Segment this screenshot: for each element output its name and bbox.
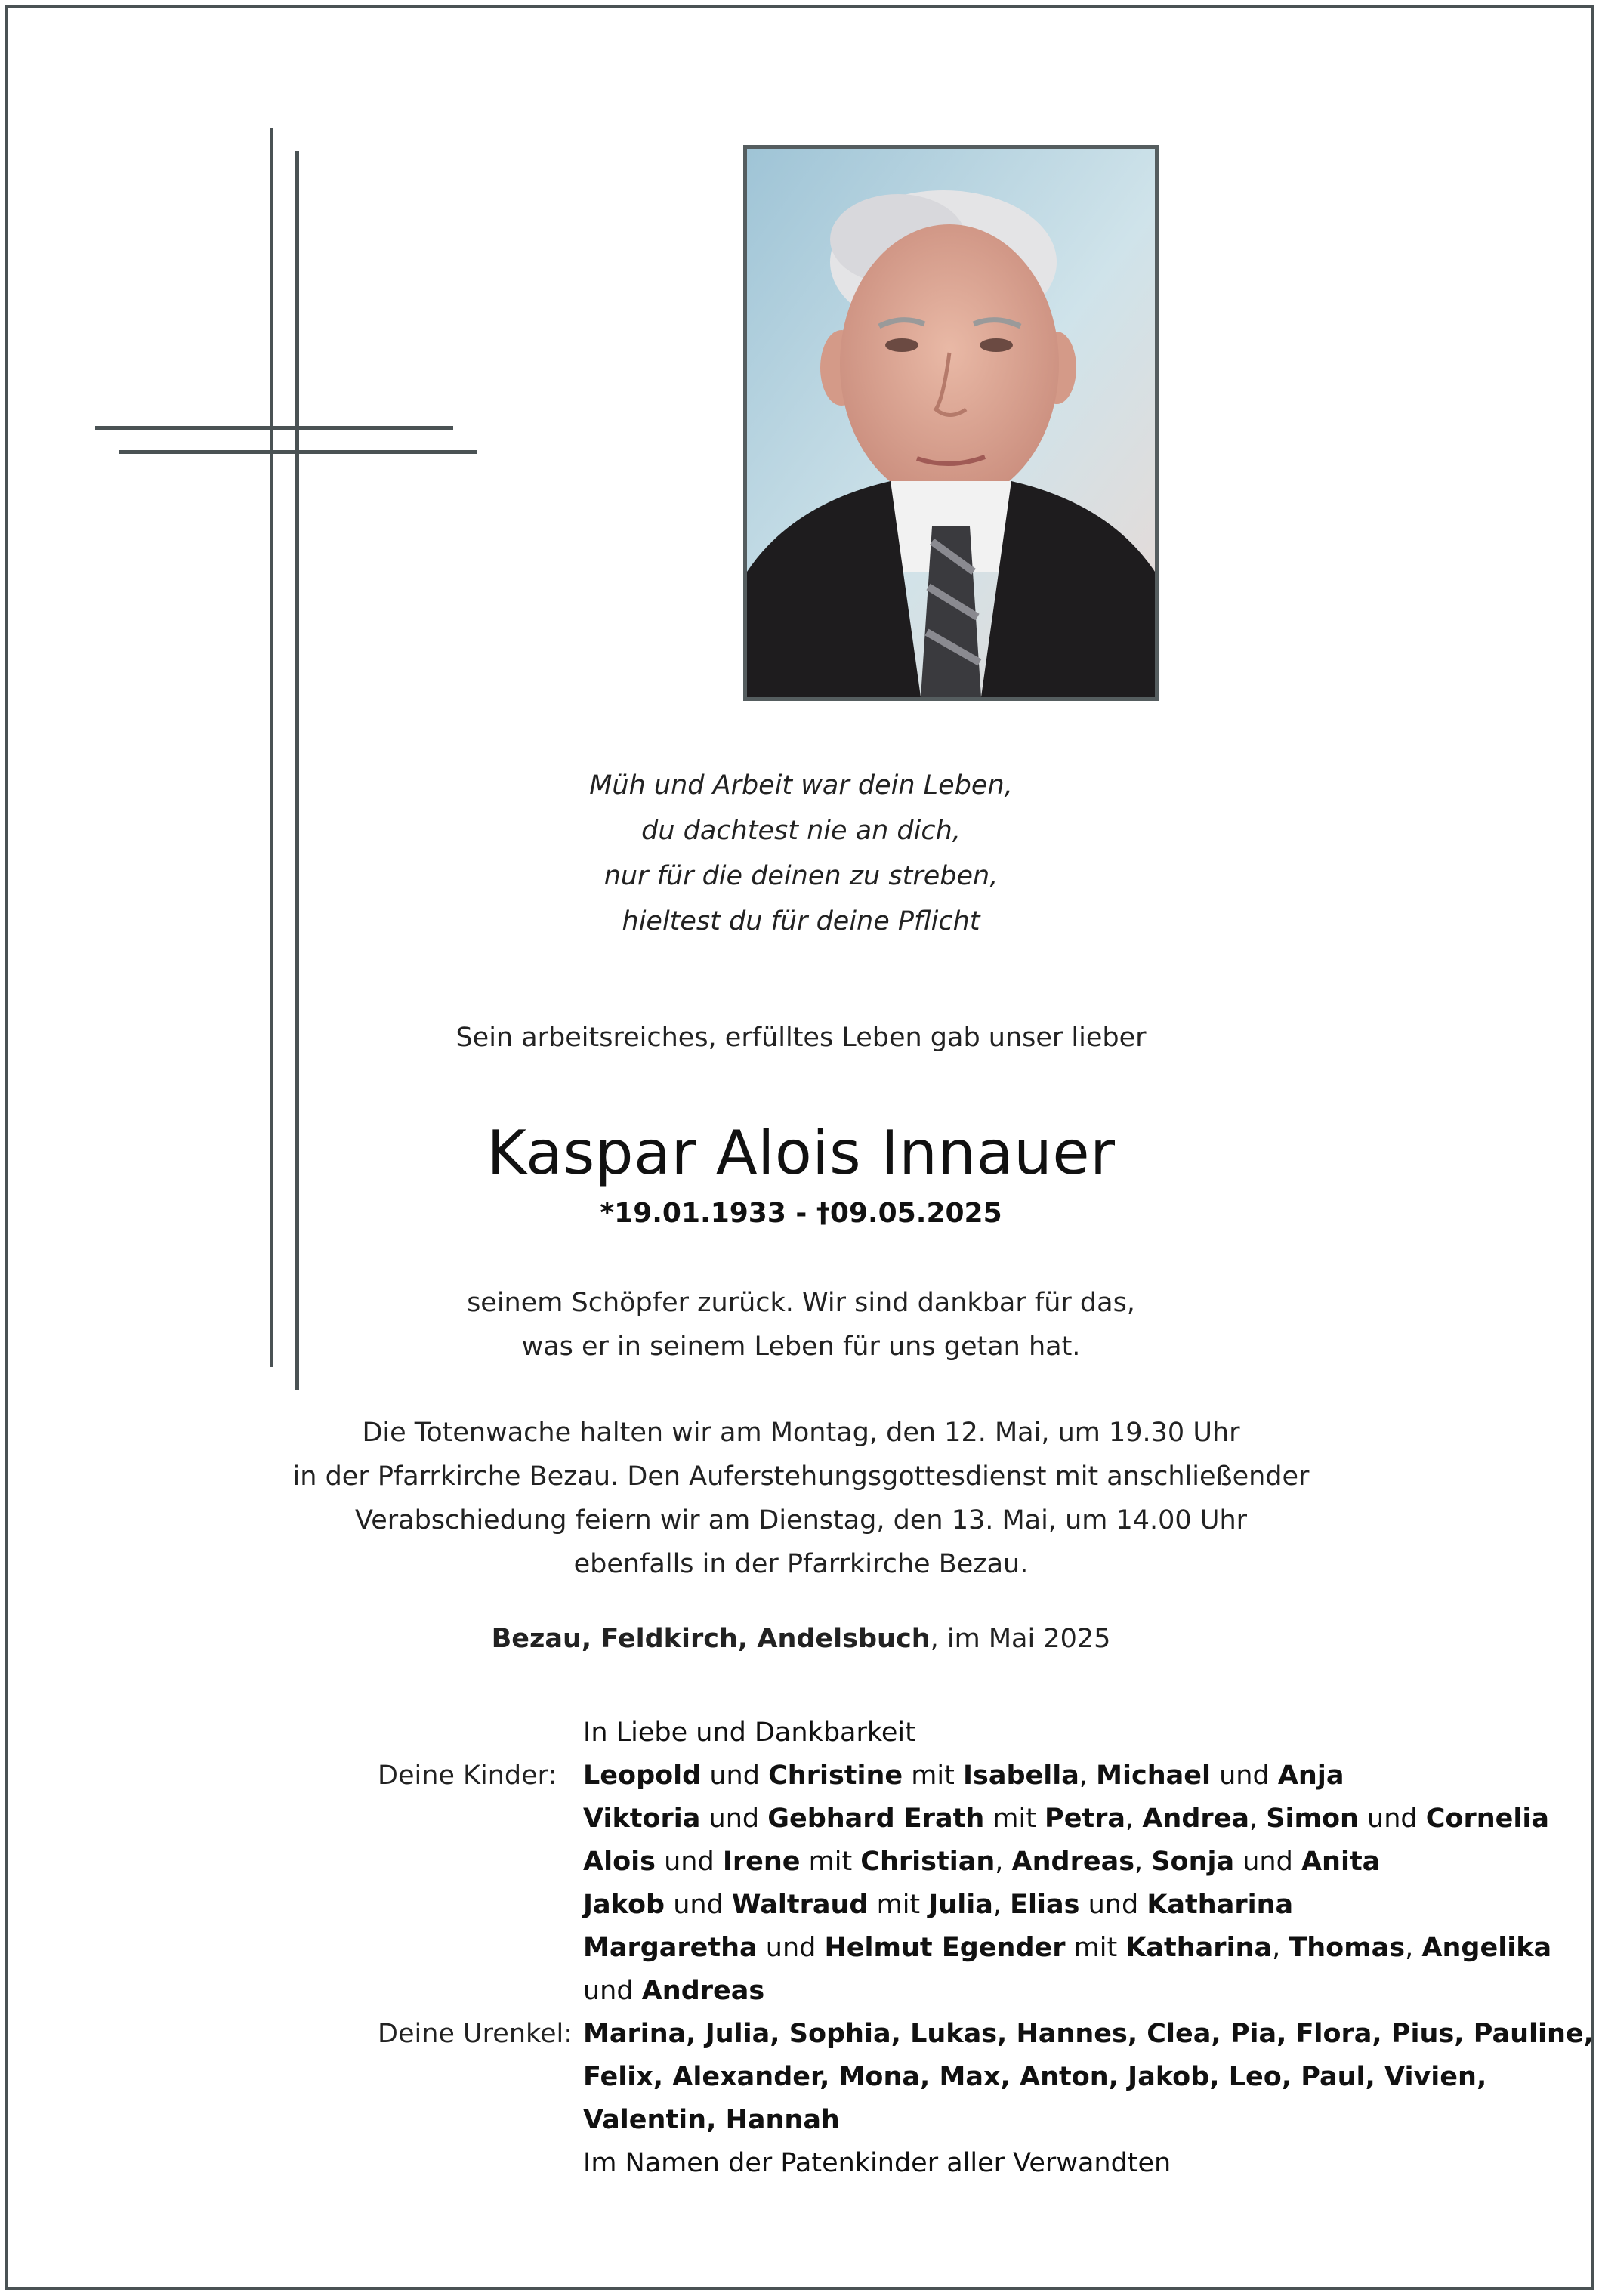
paragraph-line: Die Totenwache halten wir am Montag, den 12. Mai, um 19.30 Uhr — [362, 1418, 1240, 1448]
name-text: Julia — [928, 1890, 993, 1920]
poem-line: Müh und Arbeit war dein Leben, — [589, 770, 1013, 801]
name-text: Andrea — [1142, 1804, 1249, 1834]
poem-line: nur für die deinen zu streben, — [603, 861, 999, 891]
name-text: Leopold — [583, 1761, 702, 1791]
name-text: Thomas — [1289, 1933, 1406, 1963]
name-text: Viktoria — [583, 1804, 701, 1834]
portrait-photo — [743, 145, 1159, 701]
name-text: Irene — [722, 1847, 801, 1877]
connector-text: , — [992, 1890, 1011, 1920]
opening-line: In Liebe und Dankbarkeit — [583, 1717, 915, 1748]
children-line — [583, 1841, 1380, 1884]
name-text: Marina, Julia, Sophia, Lukas, Hannes, Clea, Pia, Flora, Pius, Pauline, — [583, 2019, 1594, 2049]
children-line — [583, 1927, 1551, 1970]
paragraph-line: ebenfalls in der Pfarrkirche Bezau. — [573, 1549, 1029, 1579]
paragraph-line: Verabschiedung feiern wir am Dienstag, den 13. Mai, um 14.00 Uhr — [354, 1505, 1248, 1535]
connector-text: und — [757, 1933, 825, 1963]
connector-text: , — [1079, 1761, 1097, 1791]
closing-line: Im Namen der Patenkinder aller Verwandten — [583, 2148, 1171, 2178]
connector-text: und — [701, 1761, 769, 1791]
name-text: Cornelia — [1425, 1804, 1550, 1834]
connector-text: und — [1358, 1804, 1426, 1834]
connector-text: , — [1125, 1804, 1143, 1834]
poem-line: du dachtest nie an dich, — [641, 816, 961, 846]
connector-text: mit — [1065, 1933, 1126, 1963]
name-text: Elias — [1010, 1890, 1080, 1920]
connector-text: mit — [984, 1804, 1045, 1834]
connector-text: mit — [800, 1847, 861, 1877]
children-line — [583, 1970, 764, 2013]
life-dates: *19.01.1933 - †09.05.2025 — [600, 1198, 1002, 1229]
paragraph-line: in der Pfarrkirche Bezau. Den Auferstehungsgottesdienst mit anschließender — [292, 1461, 1310, 1492]
place-date — [0, 1624, 1602, 1654]
connector-text: und — [1079, 1890, 1147, 1920]
deceased-name: Kaspar Alois Innauer — [486, 1118, 1116, 1188]
name-text: Christian — [860, 1847, 995, 1877]
connector-text: und — [665, 1890, 732, 1920]
connector-text: und — [583, 1976, 642, 2006]
paragraph-line: seinem Schöpfer zurück. Wir sind dankbar für das, — [467, 1288, 1135, 1318]
connector-text: und — [700, 1804, 768, 1834]
greatgrandchildren-line — [583, 2056, 1486, 2099]
name-text: Michael — [1096, 1761, 1211, 1791]
children-line — [583, 1884, 1293, 1927]
name-text: Waltraud — [731, 1890, 869, 1920]
name-text: Felix, Alexander, Mona, Max, Anton, Jakob, Leo, Paul, Vivien, — [583, 2062, 1487, 2092]
connector-text: und — [1210, 1761, 1278, 1791]
connector-text: und — [655, 1847, 723, 1877]
greatgrandchildren-line — [583, 2013, 1594, 2056]
name-text: Katharina — [1125, 1933, 1273, 1963]
connector-text: mit — [903, 1761, 963, 1791]
greatgrandchildren-line — [583, 2099, 840, 2142]
greatgrandchildren-label: Deine Urenkel: — [378, 2019, 573, 2049]
name-text: Isabella — [962, 1761, 1079, 1791]
children-line — [583, 1754, 1344, 1798]
intro-text: Sein arbeitsreiches, erfülltes Leben gab unser lieber — [455, 1023, 1147, 1053]
name-text: Katharina — [1147, 1890, 1294, 1920]
name-text: Christine — [768, 1761, 903, 1791]
name-text: Jakob — [583, 1890, 665, 1920]
name-text: Margaretha — [583, 1933, 758, 1963]
date: , im Mai 2025 — [930, 1624, 1111, 1654]
poem — [0, 763, 1602, 944]
name-text: Valentin, Hannah — [583, 2105, 840, 2135]
gratitude-paragraph — [0, 1281, 1602, 1369]
connector-text: , — [995, 1847, 1012, 1877]
connector-text: , — [1249, 1804, 1267, 1834]
family-list — [0, 1711, 1602, 2185]
service-paragraph — [0, 1411, 1602, 1586]
name-text: Angelika — [1421, 1933, 1552, 1963]
connector-text: , — [1405, 1933, 1422, 1963]
name-text: Andreas — [1011, 1847, 1135, 1877]
name-text: Anita — [1301, 1847, 1381, 1877]
name-text: Alois — [583, 1847, 656, 1877]
name-text: Helmut Egender — [824, 1933, 1066, 1963]
children-label: Deine Kinder: — [378, 1761, 557, 1791]
connector-text: und — [1234, 1847, 1301, 1877]
places: Bezau, Feldkirch, Andelsbuch — [491, 1624, 931, 1654]
name-text: Gebhard Erath — [767, 1804, 985, 1834]
name-text: Simon — [1266, 1804, 1359, 1834]
connector-text: , — [1134, 1847, 1152, 1877]
children-line — [583, 1798, 1549, 1841]
name-text: Anja — [1277, 1761, 1344, 1791]
poem-line: hieltest du für deine Pflicht — [622, 906, 980, 937]
paragraph-line: was er in seinem Leben für uns getan hat. — [521, 1332, 1081, 1362]
connector-text: mit — [868, 1890, 929, 1920]
connector-text: , — [1272, 1933, 1289, 1963]
name-text: Petra — [1045, 1804, 1126, 1834]
name-text: Sonja — [1151, 1847, 1235, 1877]
name-text: Andreas — [641, 1976, 765, 2006]
